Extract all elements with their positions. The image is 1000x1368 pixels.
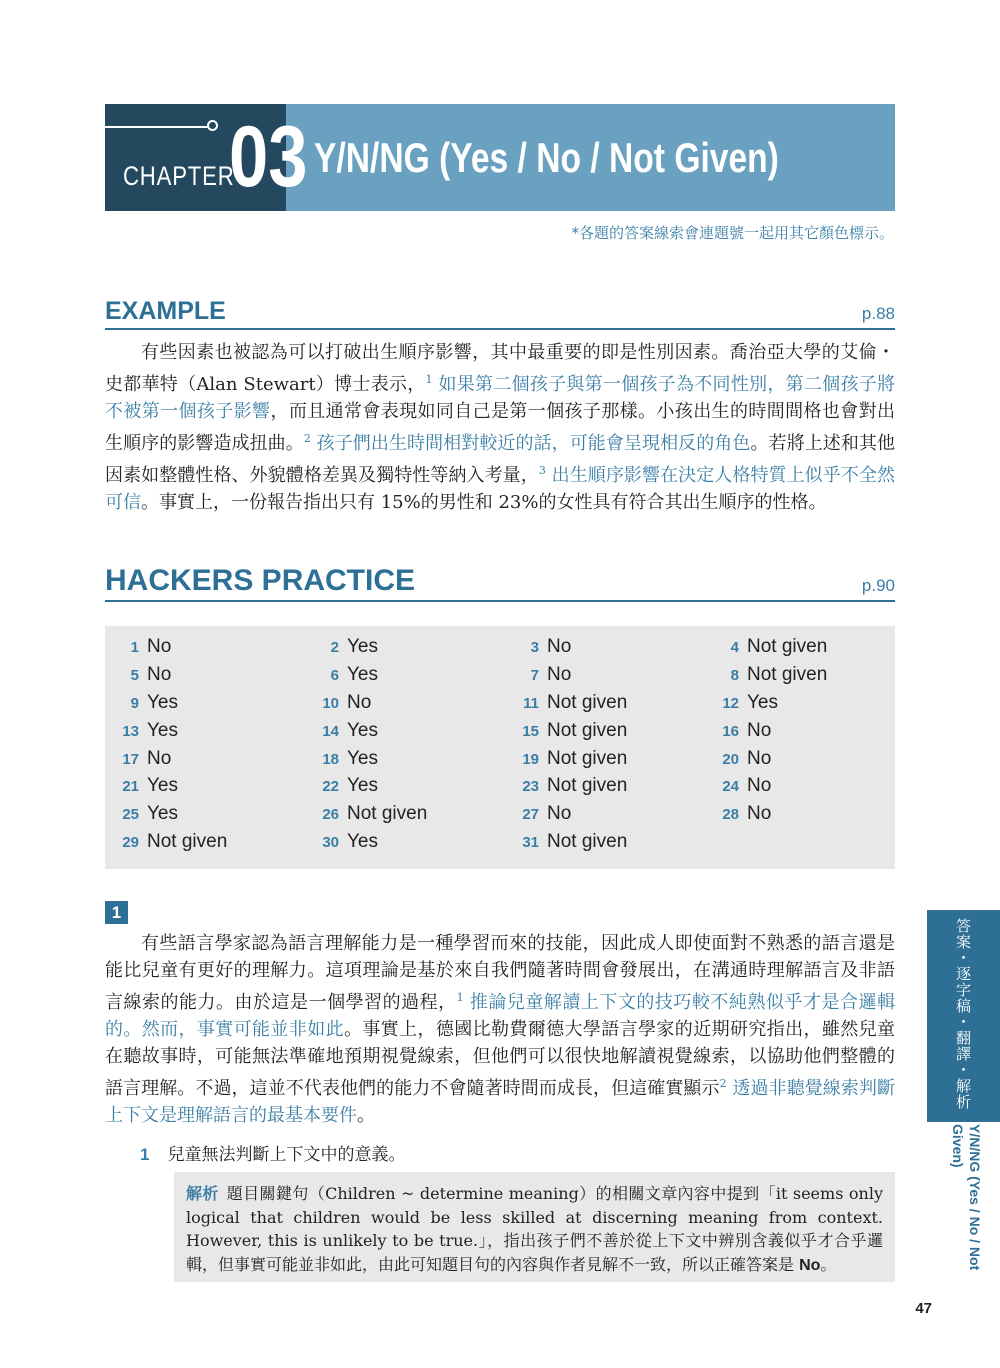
answer-number: 22 bbox=[322, 778, 339, 796]
answer-value: Not given bbox=[747, 663, 828, 685]
answer-number: 21 bbox=[122, 778, 139, 796]
answer-item bbox=[105, 664, 305, 692]
answer-item bbox=[505, 692, 705, 720]
example-paragraph bbox=[105, 339, 895, 516]
answer-item bbox=[505, 720, 705, 748]
answer-item bbox=[505, 803, 705, 831]
answer-value: Not given bbox=[547, 691, 628, 713]
answer-number: 18 bbox=[322, 750, 339, 768]
side-section-tab bbox=[927, 910, 1000, 1122]
analysis-text-2: 。 bbox=[820, 1254, 837, 1274]
example-text-3: 。若將上述和其他因素如整體性格、外貌體格差異及獨特性等納入考量， bbox=[105, 433, 895, 486]
answer-value: Yes bbox=[347, 831, 378, 853]
answer-item bbox=[105, 748, 305, 776]
chapter-badge bbox=[105, 104, 308, 211]
answer-value: No bbox=[747, 803, 772, 825]
passage-marker-1: 1 bbox=[456, 991, 464, 1004]
answer-value: No bbox=[347, 691, 372, 713]
answer-number: 3 bbox=[530, 639, 539, 656]
answer-number: 17 bbox=[122, 750, 139, 768]
side-chapter-tab bbox=[927, 1124, 1000, 1294]
statement-text: 兒童無法判斷上下文中的意義。 bbox=[167, 1145, 406, 1165]
answer-number: 5 bbox=[130, 666, 139, 684]
analysis-text-1: 題目關鍵句（Children ~ determine meaning）的相關文章內容中提到「it seems only logical that children would be less skilled at discerning meaning from context. However, this is unlikely to be true.」，指出孩子們不善於從上下文中辨別含義似乎才合乎邏輯，但事實可能並非如此，由此可知題目句的內容與作者見解不一致，所以正確答案是 bbox=[186, 1184, 883, 1274]
answer-value: Not given bbox=[547, 747, 628, 769]
passage-clue-1: 推論兒童解讀上下文的技巧較不純熟似乎才是合邏輯的。然而，事實可能並非如此 bbox=[105, 992, 895, 1040]
answer-number: 27 bbox=[522, 806, 539, 824]
practice-page-ref: p.90 bbox=[861, 576, 895, 595]
example-page-ref: p.88 bbox=[861, 304, 895, 323]
answer-value: No bbox=[747, 747, 772, 769]
answer-item bbox=[305, 831, 505, 859]
practice-title: HACKERS PRACTICE bbox=[105, 564, 416, 597]
answer-number: 30 bbox=[322, 834, 339, 852]
answer-value: Yes bbox=[347, 775, 378, 797]
answer-number: 2 bbox=[330, 639, 339, 656]
answer-item bbox=[705, 720, 895, 748]
answer-item bbox=[705, 664, 895, 692]
answer-number: 31 bbox=[522, 834, 539, 852]
answer-number: 8 bbox=[730, 666, 739, 684]
answer-value: Not given bbox=[547, 775, 628, 797]
example-clue-1: 如果第二個孩子與第一個孩子為不同性別，第二個孩子將不被第一個孩子影響 bbox=[105, 374, 895, 422]
passage-text-3: 。 bbox=[357, 1105, 375, 1126]
passage-marker-2: 2 bbox=[719, 1077, 727, 1090]
side-chapter-label: Y/N/NG (Yes / No / Not Given) bbox=[950, 1124, 983, 1271]
question-number-badge: 1 bbox=[105, 901, 128, 924]
answer-item bbox=[105, 720, 305, 748]
answer-number: 28 bbox=[722, 806, 739, 824]
decor-circle-icon bbox=[207, 120, 218, 131]
answer-number: 7 bbox=[530, 666, 539, 684]
answer-value: Not given bbox=[347, 803, 428, 825]
answer-number: 13 bbox=[122, 722, 139, 740]
answer-value: Yes bbox=[147, 691, 178, 713]
passage-text-1: 有些語言學家認為語言理解能力是一種學習而來的技能，因此成人即使面對不熟悉的語言還是能比兒童有更好的理解力。這項理論是基於來自我們隨著時間會發展出，在溝通時理解語言及非語言線索的能力。由於這是一個學習的過程， bbox=[105, 933, 895, 1013]
answer-key-box bbox=[105, 626, 895, 869]
answer-value: No bbox=[147, 663, 172, 685]
answer-item bbox=[105, 831, 305, 859]
answer-number: 29 bbox=[122, 834, 139, 852]
answer-value: Yes bbox=[747, 691, 778, 713]
answer-item bbox=[105, 803, 305, 831]
answer-number: 12 bbox=[722, 694, 739, 712]
analysis-answer: No bbox=[799, 1256, 821, 1274]
answer-value: Yes bbox=[347, 663, 378, 685]
answer-item bbox=[105, 636, 305, 664]
decor-line bbox=[105, 126, 209, 128]
answer-number: 16 bbox=[722, 722, 739, 740]
answer-item bbox=[705, 775, 895, 803]
answer-number: 23 bbox=[522, 778, 539, 796]
answer-item bbox=[305, 664, 505, 692]
answer-number: 20 bbox=[722, 750, 739, 768]
chapter-title: Y/N/NG (Yes / No / Not Given) bbox=[313, 133, 779, 181]
example-text-2: ，而且通常會表現如同自己是第一個孩子那樣。小孩出生的時間間格也會對出生順序的影響造成扭曲。 bbox=[105, 401, 896, 454]
answer-number: 26 bbox=[322, 806, 339, 824]
answer-item bbox=[705, 803, 895, 831]
clue-marker-3: 3 bbox=[538, 464, 546, 477]
answer-item bbox=[105, 692, 305, 720]
example-header bbox=[105, 296, 895, 330]
clue-marker-2: 2 bbox=[303, 432, 311, 445]
answer-number: 4 bbox=[730, 639, 739, 656]
answer-item bbox=[505, 748, 705, 776]
answer-number: 1 bbox=[130, 639, 139, 656]
answer-value: Yes bbox=[147, 719, 178, 741]
passage-text-2: 。事實上，德國比勒費爾德大學語言學家的近期研究指出，雖然兒童在聽故事時，可能無法準確地預期視覺線索，但他們可以很快地解讀視覺線索，以協助他們整體的語言理解。不過，這並不代表他們的能力不會隨著時間而成長，但這確實顯示 bbox=[105, 1019, 895, 1099]
example-title: EXAMPLE bbox=[105, 297, 226, 325]
answer-value: No bbox=[547, 636, 572, 657]
answer-value: Not given bbox=[747, 636, 828, 657]
practice-header bbox=[105, 564, 895, 602]
answer-value: Yes bbox=[147, 775, 178, 797]
answer-item bbox=[305, 636, 505, 664]
answer-number: 15 bbox=[522, 722, 539, 740]
clue-marker-1: 1 bbox=[425, 373, 433, 386]
answer-value: Not given bbox=[147, 831, 228, 853]
answer-number: 10 bbox=[322, 694, 339, 712]
passage-clue-2: 透過非聽覺線索判斷上下文是理解語言的最基本要件 bbox=[105, 1078, 895, 1126]
chapter-banner bbox=[105, 104, 895, 211]
answer-value: Not given bbox=[547, 831, 628, 853]
answer-item bbox=[305, 720, 505, 748]
example-clue-3: 出生順序影響在決定人格特質上似乎不全然可信 bbox=[105, 465, 895, 513]
answer-item bbox=[505, 775, 705, 803]
answer-number: 24 bbox=[722, 778, 739, 796]
analysis-label: 解析 bbox=[186, 1184, 219, 1203]
answer-item bbox=[505, 636, 705, 664]
answer-value: No bbox=[747, 775, 772, 797]
answer-value: Yes bbox=[347, 719, 378, 741]
answer-value: Yes bbox=[347, 636, 378, 657]
answer-value: No bbox=[547, 803, 572, 825]
answer-item bbox=[305, 803, 505, 831]
answer-item bbox=[305, 775, 505, 803]
answer-item bbox=[705, 748, 895, 776]
example-clue-2: 孩子們出生時間相對較近的話，可能會呈現相反的角色 bbox=[310, 433, 751, 454]
chapter-number: 03 bbox=[229, 109, 308, 205]
answer-value: No bbox=[147, 636, 172, 657]
answer-value: Yes bbox=[147, 803, 178, 825]
answer-item bbox=[505, 664, 705, 692]
answer-value: Yes bbox=[347, 747, 378, 769]
statement-number: 1 bbox=[140, 1145, 150, 1164]
question1-passage bbox=[105, 930, 895, 1129]
answer-value: No bbox=[547, 663, 572, 685]
analysis-box bbox=[174, 1172, 895, 1282]
example-text-1: 有些因素也被認為可以打破出生順序影響，其中最重要的即是性別因素。喬治亞大學的艾倫・史都華特（Alan Stewart）博士表示， bbox=[105, 342, 895, 395]
answer-value: No bbox=[147, 747, 172, 769]
answer-item bbox=[505, 831, 705, 859]
page-number: 47 bbox=[915, 1300, 932, 1317]
chapter-title-bar bbox=[286, 104, 895, 211]
answer-item bbox=[705, 692, 895, 720]
answer-number: 9 bbox=[130, 694, 139, 712]
answer-value: Not given bbox=[547, 719, 628, 741]
answer-grid bbox=[105, 636, 895, 859]
answer-item bbox=[305, 692, 505, 720]
answer-item bbox=[705, 636, 895, 664]
answer-number: 19 bbox=[522, 750, 539, 768]
example-text-4: 。事實上，一份報告指出只有 15%的男性和 23%的女性具有符合其出生順序的性格。 bbox=[141, 492, 827, 513]
side-tab-label: 答案・逐字稿・翻譯・解析 bbox=[954, 918, 972, 1110]
color-note: *各題的答案線索會連題號一起用其它顏色標示。 bbox=[571, 224, 894, 242]
question-statement bbox=[140, 1140, 405, 1165]
chapter-word: CHAPTER bbox=[123, 161, 235, 191]
answer-number: 6 bbox=[330, 666, 339, 684]
answer-item bbox=[305, 748, 505, 776]
answer-value: No bbox=[747, 719, 772, 741]
answer-number: 11 bbox=[523, 694, 539, 712]
answer-item bbox=[105, 775, 305, 803]
answer-number: 14 bbox=[322, 722, 339, 740]
answer-number: 25 bbox=[122, 806, 139, 824]
